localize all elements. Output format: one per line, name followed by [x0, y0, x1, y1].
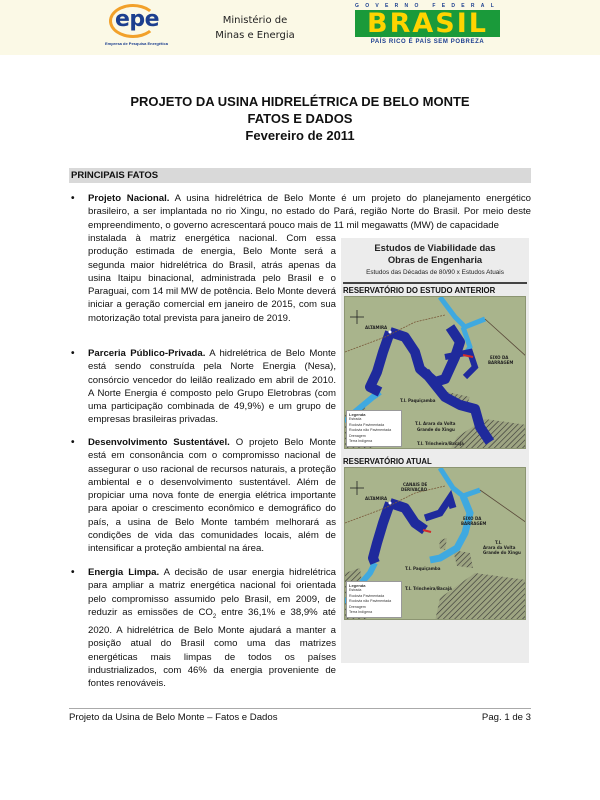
svg-text:BARRAGEM: BARRAGEM	[488, 359, 514, 365]
bullet-icon: •	[71, 567, 75, 578]
bullet-icon: •	[71, 348, 75, 359]
svg-text:Grande do Xingu: Grande do Xingu	[417, 426, 455, 432]
svg-text:Grande do Xingu: Grande do Xingu	[483, 549, 521, 555]
bullet-text: A usina hidrelétrica de Belo Monte é um projeto do planejamento energético brasileiro, a ser implantada no rio Xingu, no estado do Pará, região Norte do Brasil. Por meio deste empreendimento, o governo acrescentará pouco mais de 11 mil megawatts (MW) de capacidade	[88, 193, 531, 231]
ministry-line2: Minas e Energia	[215, 30, 295, 41]
svg-text:T.I. Paquiçamba: T.I. Paquiçamba	[405, 565, 441, 571]
svg-text:T.I.: T.I.	[495, 539, 502, 545]
figure-title-line1: Estudos de Viabilidade das	[374, 242, 496, 253]
map-previous-reservoir	[344, 296, 526, 449]
bullet-projeto-nacional-wide	[88, 192, 531, 232]
legend-item: Rodovia não Pavimentada	[349, 428, 392, 432]
svg-text:EIXO DA: EIXO DA	[463, 515, 482, 521]
legend-item: Rodovia Pavimentada	[349, 593, 385, 598]
legend-item: Drenagem	[349, 604, 366, 609]
svg-text:Arara da Volta: Arara da Volta	[483, 544, 516, 550]
title-line2: FATOS E DADOS	[247, 111, 353, 126]
bullet-lead: Parceria Público-Privada.	[88, 348, 206, 359]
bullet-icon: •	[71, 437, 75, 448]
bullet-energia-limpa	[88, 566, 336, 691]
figure-divider	[343, 282, 527, 284]
figure-title-line2: Obras de Engenharia	[387, 254, 483, 265]
svg-text:T.I. Paquiçamba: T.I. Paquiçamba	[400, 397, 436, 403]
map-legend	[346, 581, 402, 618]
footer-divider	[69, 708, 531, 709]
viability-study-figure	[341, 238, 529, 663]
bullet-text-continued: instalada à matriz energética nacional. Com essa produção estimada de energia, Belo Monte será a segunda maior hidrelétrica do Brasil, atrás apenas da usina Itaipu binacional, administrada pelo Brasil e o Paraguai, com 14 mil MW de potência. Belo Monte deverá iniciar a geração comercial em janeiro de 2015, com sua motorização total prevista para janeiro de 2019.	[88, 233, 336, 324]
legend-item: Drenagem	[349, 433, 366, 438]
svg-text:DERIVAÇÃO: DERIVAÇÃO	[401, 486, 427, 492]
map-caption-current: RESERVATÓRIO ATUAL	[343, 456, 432, 466]
brasil-wordmark: BRASIL	[355, 10, 500, 37]
bullet-lead: Energia Limpa.	[88, 567, 160, 578]
epe-logo-subtitle: Empresa de Pesquisa Energética	[105, 41, 168, 46]
brasil-slogan: PAÍS RICO É PAÍS SEM POBREZA	[370, 39, 485, 45]
legend-item: Rodovia Pavimentada	[349, 422, 385, 427]
map-current-reservoir	[344, 467, 526, 620]
svg-text:EIXO DA: EIXO DA	[490, 354, 509, 360]
figure-subtitle: Estudos das Décadas de 80/90 x Estudos Atuais	[366, 269, 504, 276]
bullet-text: A decisão de usar energia hidrelétrica para ampliar a matriz energética nacional foi orientada pelo compromisso assumido pelo Brasil, em 2009, de reduzir as emissões de CO	[88, 567, 336, 618]
figure-title	[341, 242, 529, 266]
legend-item: Estrada	[349, 417, 362, 421]
bullet-lead: Projeto Nacional.	[88, 193, 170, 204]
legend-item: Terra Indígena	[349, 439, 373, 443]
header-band	[0, 0, 600, 55]
governo-federal-text: GOVERNO FEDERAL	[355, 3, 501, 9]
bullet-text: A hidrelétrica de Belo Monte está sendo construída pela Norte Energia (Nesa), consórcio vencedor do leilão realizado em abril de 2010. A Norte Energia é composto pelo Grupo Eletrobras (com uma participação combinada de 49,9%) e um grupo de empresas brasileiras privadas.	[88, 348, 336, 426]
bullet-desenvolvimento-sustentavel	[88, 436, 336, 556]
ministry-name	[200, 13, 310, 43]
co2-subscript: 2	[212, 613, 217, 620]
governo-federal-brasil-logo	[355, 3, 500, 49]
bullet-text: O projeto Belo Monte está em consonância com o compromisso nacional de assegurar o uso racional de recursos naturais, a proteção ambiental e o desenvolvimento sustentável. Além de propiciar uma nova fonte de energia elétrica importante para apoiar o crescimento econômico e demográfico do país, a usina de Belo Monte também melhorará as condições de vida das comunidades locais, além de intensificar a proteção ambiental na área.	[88, 437, 336, 555]
svg-text:ALTAMIRA: ALTAMIRA	[365, 495, 388, 501]
document-title	[0, 93, 600, 144]
map-legend	[346, 410, 402, 447]
svg-text:T.I. Arara da Volta: T.I. Arara da Volta	[415, 420, 456, 426]
bullet-lead: Desenvolvimento Sustentável.	[88, 437, 230, 448]
svg-text:BARRAGEM: BARRAGEM	[461, 520, 487, 526]
svg-text:ALTAMIRA: ALTAMIRA	[365, 324, 388, 330]
epe-logo	[105, 4, 168, 50]
map-caption-previous: RESERVATÓRIO DO ESTUDO ANTERIOR	[343, 285, 496, 295]
bullet-text-continued: entre 36,1% e 38,9% até 2020. A hidrelétrica de Belo Monte ajudará a manter a posição atual do Brasil como uma das matrizes energéticas mais limpas de todos os países industrializados, com 46% da energia proveniente de fontes renováveis.	[88, 606, 336, 690]
svg-text:CANAIS DE: CANAIS DE	[403, 481, 428, 487]
bullet-parceria-publico-privada	[88, 347, 336, 427]
svg-text:T.I. Trincheira/Bacajá: T.I. Trincheira/Bacajá	[417, 440, 464, 446]
section-heading: PRINCIPAIS FATOS	[69, 168, 531, 183]
bullet-projeto-nacional-narrow	[88, 232, 336, 325]
legend-title: Legenda	[349, 582, 366, 588]
title-date: Fevereiro de 2011	[245, 128, 355, 143]
svg-text:T.I. Trincheira/Bacajá: T.I. Trincheira/Bacajá	[405, 585, 452, 591]
title-line1: PROJETO DA USINA HIDRELÉTRICA DE BELO MONTE	[130, 94, 470, 109]
legend-item: Terra Indígena	[349, 610, 373, 614]
footer-document-title: Projeto da Usina de Belo Monte – Fatos e Dados	[69, 712, 278, 723]
legend-item: Rodovia não Pavimentada	[349, 599, 392, 603]
legend-item: Estrada	[349, 588, 362, 592]
bullet-icon: •	[71, 193, 75, 204]
ministry-line1: Ministério de	[222, 15, 288, 26]
legend-title: Legenda	[349, 411, 366, 417]
epe-logo-text: epe	[115, 7, 160, 32]
footer-page-number: Pag. 1 de 3	[481, 712, 531, 723]
